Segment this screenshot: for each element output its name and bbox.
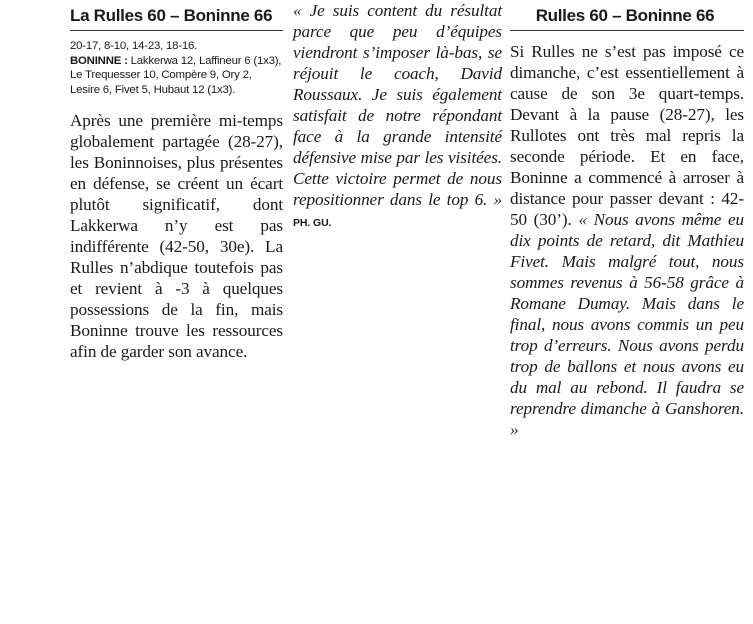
article-left-column-1	[70, 0, 283, 362]
headline-rule	[70, 30, 283, 31]
article-right-body	[510, 41, 744, 440]
article-right-quote: « Nous avons même eu dix points de retard, dit Mathieu Fivet. Mais malgré tout, nous sommes revenus à 56-58 grâce à Romane Dumay. Mais dans le final, nous avons commis un peu trop d’erreurs. Nous avons perdu trop de ballons et nous avons eu du mal au rebond. Il faudra se reprendre dimanche à Ganshoren. »	[510, 210, 744, 439]
article-left-quote-paragraph	[293, 0, 502, 234]
article-left-quote: « Je suis content du résultat parce que peu d’équipes viendront s’imposer là-bas, se réjouit le coach, David Roussaux. Je suis également satisfait de notre répondant face à la grande intensité défensive mise par les visitées. Cette victoire permet de nous repositionner dans le top 6. »	[293, 1, 502, 209]
quarter-scores: 20-17, 8-10, 14-23, 18-16.	[70, 40, 198, 52]
headline-rule	[510, 30, 744, 31]
article-left-byline: PH. GU.	[293, 217, 332, 229]
article-left-column-2	[293, 0, 502, 234]
article-right-text: Si Rulles ne s’est pas imposé ce dimanche, c’est essentiellement à cause de son 3e quart-temps. Devant à la pause (28-27), les Rullotes ont très mal repris la seconde période. Et en face, Boninne a commencé à arroser à distance pour passer devant : 42-50 (30’).	[510, 42, 744, 229]
team-label: BONINNE :	[70, 54, 128, 67]
article-left-body-part1: Après une première mi-temps globalement partagée (28-27), les Boninnoises, plus présentes en défense, se créent un écart plutôt significatif, dont Lakkerwa n’y est pas indifférente (42-50, 30e). La Rulles n’abdique toutefois pas et revient à -3 à quelques possessions de la fin, mais Boninne trouve les ressources afin de garder son avance.	[70, 111, 283, 361]
article-right-headline: Rulles 60 – Boninne 66	[535, 6, 715, 25]
article-left-headline: La Rulles 60 – Boninne 66	[70, 6, 273, 25]
score-box	[70, 39, 283, 97]
article-right-column	[510, 0, 744, 440]
team-lineup: Lakkerwa 12, Laffineur 6 (1x3), Le Trequesser 10, Compère 9, Ory 2, Lesire 6, Fivet 5, Hubaut 12 (1x3).	[70, 54, 282, 96]
